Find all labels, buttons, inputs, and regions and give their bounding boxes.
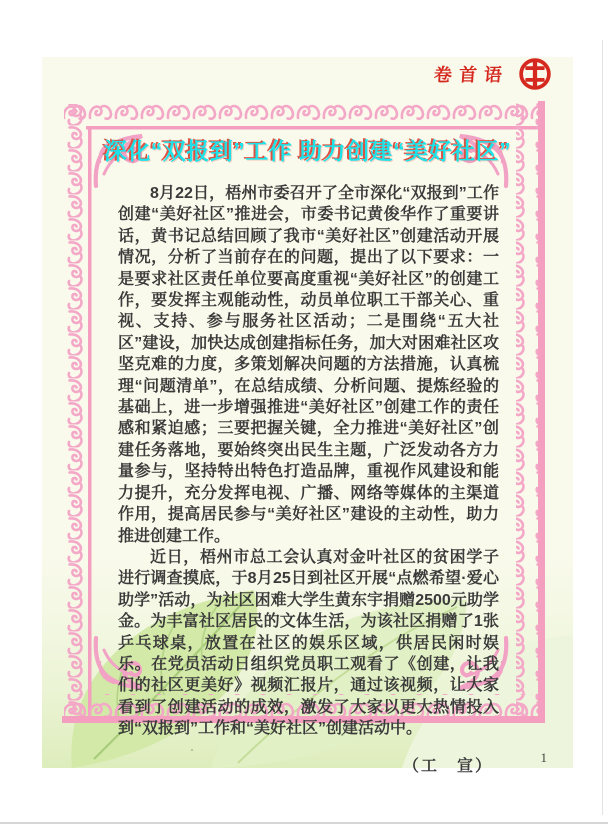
column-label: 卷首语 xyxy=(433,65,510,85)
article-title: 深化“双报到”工作 助力创建“美好社区” xyxy=(103,138,512,164)
lace-left-band xyxy=(66,104,92,716)
article-paragraph: 近日，梧州市总工会认真对金叶社区的贫困学子进行调查摸底，于8月25日到社区开展“点燃希望·爱心助学”活动，为社区困难大学生黄东宇捐赠2500元助学金。为丰富社区居民的文体生活，为该社区捐赠了1张乒乓球桌，放置在社区的娱乐区域，供居民闲时娱乐。在党员活动日组织党员职工观看了《创建，让我们的社区更美好》视频汇报片，通过该视频，让大家看到了创建活动的成效，激发了大家以更大热情投入到“双报到”工作和“美好社区”创建活动中。 xyxy=(118,548,499,738)
page-edge-divider xyxy=(0,822,608,824)
page-header xyxy=(434,57,551,91)
article-body xyxy=(118,183,499,777)
magazine-page xyxy=(42,57,573,775)
page-edge-right-line xyxy=(602,40,604,815)
article-signature: （工 宣） xyxy=(402,757,493,775)
trade-union-emblem-icon xyxy=(519,58,551,90)
page-number: 1 xyxy=(540,750,547,765)
lace-top-band xyxy=(64,104,540,130)
article-paragraph: 8月22日，梧州市委召开了全市深化“双报到”工作 创建“美好社区”推进会，市委书记黄俊华作了重要讲话，黄书记总结回顾了我市“美好社区”创建活动开展情况，分析了当前存在的问题，提出了以下要求：一是要求社区责任单位要高度重视“美好社区”的创建工作，要发挥主观能动性，动员单位职工干部关心、重视、支持、参与服务社区活动；二是围绕“五大社区”建设，加快达成创建指标任务，加大对困难社区攻坚克难的力度，多策划解决问题的方法措施，认真梳理“问题清单”，在总结成绩、分析问题、提炼经验的基础上，进一步增强推进“美好社区”创建工作的责任感和紧迫感；三要把握关键，全力推进“美好社区”创建任务落地，要始终突出民生主题，广泛发动各方力量参与，坚持特出特色打造品牌，重视作风建设和能力提升，充分发挥电视、广播、网络等媒体的主渠道作用，提高居民参与“美好社区”建设的主动性，助力推进创建工作。 xyxy=(118,185,499,545)
lace-right-band xyxy=(516,101,545,723)
